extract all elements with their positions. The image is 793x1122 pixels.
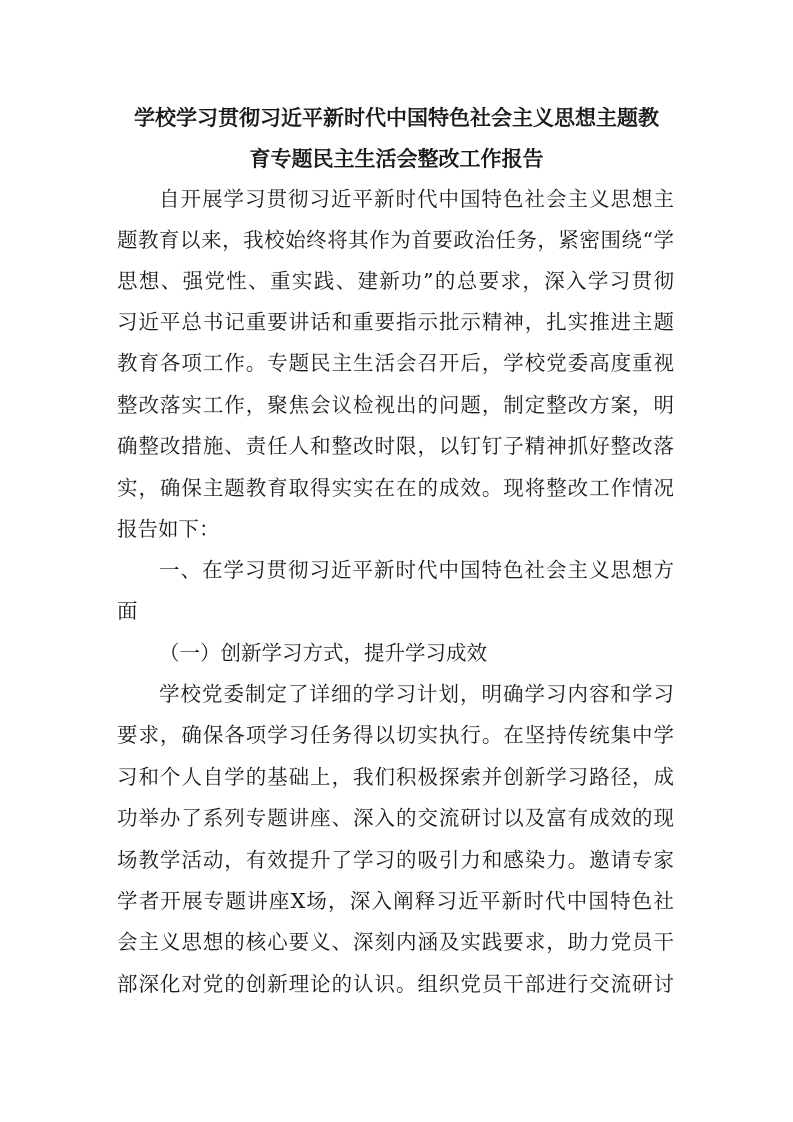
body-line-2: 要求，确保各项学习任务得以切实执行。在坚持传统集中学 [117,723,674,747]
intro-line-7: 确整改措施、责任人和整改时限，以钉钉子精神抓好整改落 [117,434,674,458]
document-title-line-2: 育专题民主生活会整改工作报告 [249,146,544,171]
body-line-1: 学校党委制定了详细的学习计划，明确学习内容和学习 [159,682,674,706]
intro-line-3: 思想、强党性、重实践、建新功”的总要求，深入学习贯彻 [117,269,674,293]
intro-line-9: 报告如下： [117,517,220,541]
body-line-8: 部深化对党的创新理论的认识。组织党员干部进行交流研讨 [117,972,674,996]
body-line-5: 场教学活动，有效提升了学习的吸引力和感染力。邀请专家 [117,848,674,872]
intro-line-6: 整改落实工作，聚焦会议检视出的问题，制定整改方案，明 [117,393,674,417]
body-line-7: 会主义思想的核心要义、深刻内涵及实践要求，助力党员干 [117,930,674,954]
section-heading-1-line-1: 一、在学习贯彻习近平新时代中国特色社会主义思想方 [159,558,674,582]
subsection-heading-1: （一）创新学习方式，提升学习成效 [159,641,487,665]
intro-line-1: 自开展学习贯彻习近平新时代中国特色社会主义思想主 [159,187,674,211]
body-line-4: 功举办了系列专题讲座、深入的交流研讨以及富有成效的现 [117,806,674,830]
intro-line-4: 习近平总书记重要讲话和重要指示批示精神，扎实推进主题 [117,310,674,334]
intro-line-8: 实，确保主题教育取得实实在在的成效。现将整改工作情况 [117,476,674,500]
document-title-line-1: 学校学习贯彻习近平新时代中国特色社会主义思想主题教 [134,105,659,130]
body-line-6: 学者开展专题讲座X场，深入阐释习近平新时代中国特色社 [117,889,674,913]
intro-line-2: 题教育以来，我校始终将其作为首要政治任务，紧密围绕“学 [117,228,674,252]
intro-line-5: 教育各项工作。专题民主生活会召开后，学校党委高度重视 [117,351,674,375]
section-heading-1-line-2: 面 [117,599,138,623]
body-line-3: 习和个人自学的基础上，我们积极探索并创新学习路径，成 [117,765,674,789]
